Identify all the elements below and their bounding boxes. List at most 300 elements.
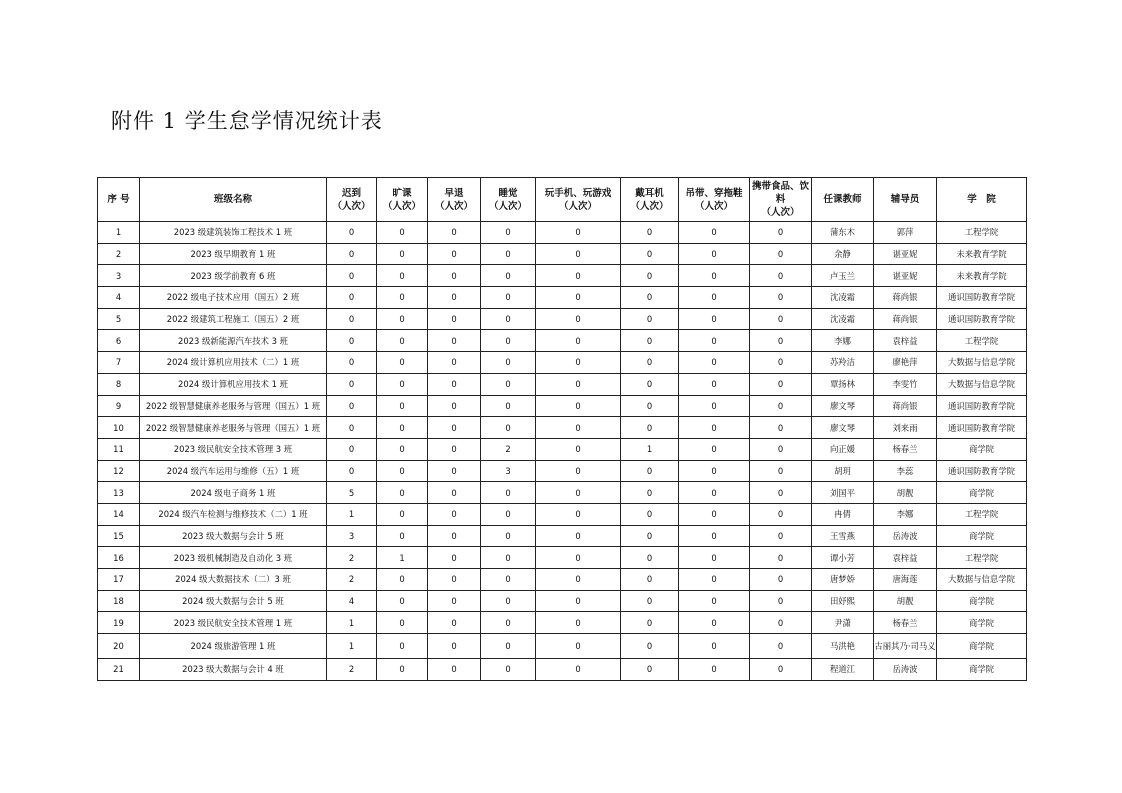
- cell-teacher: 刘国平: [812, 482, 874, 504]
- cell-earphone: 0: [621, 308, 679, 330]
- cell-food: 0: [750, 634, 812, 659]
- cell-phone: 0: [536, 547, 621, 569]
- cell-early: 0: [428, 612, 481, 634]
- cell-teacher: 余静: [812, 243, 874, 265]
- cell-food: 0: [750, 330, 812, 352]
- cell-absent: 0: [377, 503, 428, 525]
- cell-earphone: 1: [621, 438, 679, 460]
- column-header-label: 睡觉: [498, 187, 518, 199]
- cell-sleep: 0: [481, 222, 536, 244]
- cell-seq: 18: [98, 590, 140, 612]
- cell-seq: 16: [98, 547, 140, 569]
- column-header-early: [428, 178, 481, 222]
- cell-food: 0: [750, 590, 812, 612]
- cell-teacher: 沈凌霜: [812, 287, 874, 309]
- cell-college: 通识国防教育学院: [937, 308, 1027, 330]
- cell-college: 商学院: [937, 438, 1027, 460]
- cell-sleep: 0: [481, 482, 536, 504]
- cell-counselor: 胡靓: [874, 482, 937, 504]
- column-header-label: 辅导员: [890, 194, 920, 205]
- cell-teacher: 苏羚洁: [812, 352, 874, 374]
- cell-seq: 15: [98, 525, 140, 547]
- cell-counselor: 刘来雨: [874, 417, 937, 439]
- cell-absent: 1: [377, 547, 428, 569]
- cell-food: 0: [750, 395, 812, 417]
- cell-counselor: 岳涛波: [874, 525, 937, 547]
- cell-late: 1: [327, 503, 377, 525]
- cell-earphone: 0: [621, 330, 679, 352]
- cell-counselor: 郭萍: [874, 222, 937, 244]
- cell-phone: 0: [536, 243, 621, 265]
- cell-sleep: 0: [481, 547, 536, 569]
- cell-absent: 0: [377, 243, 428, 265]
- cell-late: 0: [327, 460, 377, 482]
- cell-seq: 7: [98, 352, 140, 374]
- cell-late: 0: [327, 243, 377, 265]
- cell-slippers: 0: [679, 612, 750, 634]
- cell-class: 2024 级计算机应用技术 1 班: [140, 373, 327, 395]
- column-header-unit: （人次）: [382, 200, 421, 212]
- column-header-absent: [377, 178, 428, 222]
- cell-slippers: 0: [679, 659, 750, 681]
- cell-late: 0: [327, 395, 377, 417]
- cell-teacher: 田妤熙: [812, 590, 874, 612]
- column-header-unit: （人次）: [694, 200, 733, 212]
- cell-phone: 0: [536, 659, 621, 681]
- cell-early: 0: [428, 265, 481, 287]
- cell-sleep: 0: [481, 265, 536, 287]
- cell-slippers: 0: [679, 417, 750, 439]
- cell-seq: 17: [98, 569, 140, 591]
- cell-college: 工程学院: [937, 503, 1027, 525]
- cell-seq: 1: [98, 222, 140, 244]
- cell-earphone: 0: [621, 222, 679, 244]
- cell-college: 商学院: [937, 612, 1027, 634]
- cell-food: 0: [750, 482, 812, 504]
- cell-slippers: 0: [679, 395, 750, 417]
- cell-seq: 9: [98, 395, 140, 417]
- cell-absent: 0: [377, 482, 428, 504]
- cell-counselor: 袁梓益: [874, 330, 937, 352]
- cell-earphone: 0: [621, 243, 679, 265]
- cell-phone: 0: [536, 308, 621, 330]
- cell-college: 商学院: [937, 482, 1027, 504]
- cell-college: 工程学院: [937, 330, 1027, 352]
- cell-phone: 0: [536, 222, 621, 244]
- cell-seq: 4: [98, 287, 140, 309]
- cell-late: 0: [327, 438, 377, 460]
- cell-counselor: 袁梓益: [874, 547, 937, 569]
- cell-earphone: 0: [621, 547, 679, 569]
- cell-class: 2024 级汽车运用与维修（五）1 班: [140, 460, 327, 482]
- cell-class: 2022 级建筑工程施工（国五）2 班: [140, 308, 327, 330]
- cell-earphone: 0: [621, 525, 679, 547]
- cell-absent: 0: [377, 659, 428, 681]
- cell-class: 2024 级汽车检测与维修技术（二）1 班: [140, 503, 327, 525]
- table-header-row: [98, 178, 1027, 222]
- cell-phone: 0: [536, 395, 621, 417]
- cell-teacher: 尹潇: [812, 612, 874, 634]
- cell-absent: 0: [377, 395, 428, 417]
- cell-phone: 0: [536, 525, 621, 547]
- cell-food: 0: [750, 612, 812, 634]
- cell-counselor: 胡靓: [874, 590, 937, 612]
- cell-early: 0: [428, 569, 481, 591]
- column-header-label: 戴耳机: [635, 187, 664, 199]
- cell-late: 4: [327, 590, 377, 612]
- cell-class: 2022 级电子技术应用（国五）2 班: [140, 287, 327, 309]
- cell-seq: 5: [98, 308, 140, 330]
- cell-late: 0: [327, 417, 377, 439]
- cell-absent: 0: [377, 569, 428, 591]
- column-header-unit: （人次）: [630, 200, 669, 212]
- cell-slippers: 0: [679, 634, 750, 659]
- cell-absent: 0: [377, 308, 428, 330]
- table-row: [98, 222, 1027, 244]
- cell-earphone: 0: [621, 373, 679, 395]
- cell-early: 0: [428, 352, 481, 374]
- cell-earphone: 0: [621, 659, 679, 681]
- cell-teacher: 李娜: [812, 330, 874, 352]
- table-body: [98, 222, 1027, 681]
- cell-phone: 0: [536, 417, 621, 439]
- cell-food: 0: [750, 265, 812, 287]
- cell-seq: 21: [98, 659, 140, 681]
- cell-sleep: 0: [481, 525, 536, 547]
- cell-sleep: 0: [481, 503, 536, 525]
- cell-seq: 3: [98, 265, 140, 287]
- cell-teacher: 唐梦娇: [812, 569, 874, 591]
- table-row: [98, 503, 1027, 525]
- cell-seq: 14: [98, 503, 140, 525]
- table-row: [98, 243, 1027, 265]
- cell-college: 大数据与信息学院: [937, 373, 1027, 395]
- cell-absent: 0: [377, 460, 428, 482]
- cell-college: 工程学院: [937, 547, 1027, 569]
- cell-college: 商学院: [937, 659, 1027, 681]
- cell-phone: 0: [536, 482, 621, 504]
- cell-slippers: 0: [679, 569, 750, 591]
- cell-class: 2024 级大数据技术（二）3 班: [140, 569, 327, 591]
- cell-college: 工程学院: [937, 222, 1027, 244]
- cell-early: 0: [428, 287, 481, 309]
- cell-late: 1: [327, 612, 377, 634]
- cell-absent: 0: [377, 417, 428, 439]
- cell-slippers: 0: [679, 525, 750, 547]
- cell-phone: 0: [536, 503, 621, 525]
- cell-earphone: 0: [621, 482, 679, 504]
- cell-early: 0: [428, 395, 481, 417]
- cell-seq: 10: [98, 417, 140, 439]
- cell-sleep: 0: [481, 352, 536, 374]
- table-row: [98, 287, 1027, 309]
- table-row: [98, 417, 1027, 439]
- cell-earphone: 0: [621, 460, 679, 482]
- cell-food: 0: [750, 222, 812, 244]
- cell-earphone: 0: [621, 417, 679, 439]
- cell-absent: 0: [377, 590, 428, 612]
- cell-college: 商学院: [937, 590, 1027, 612]
- table-row: [98, 352, 1027, 374]
- cell-slippers: 0: [679, 352, 750, 374]
- cell-earphone: 0: [621, 634, 679, 659]
- cell-teacher: 谭小芳: [812, 547, 874, 569]
- cell-college: 通识国防教育学院: [937, 460, 1027, 482]
- cell-phone: 0: [536, 287, 621, 309]
- cell-slippers: 0: [679, 287, 750, 309]
- cell-phone: 0: [536, 438, 621, 460]
- cell-teacher: 覃扬林: [812, 373, 874, 395]
- column-header-label: 旷课: [392, 187, 412, 199]
- cell-college: 通识国防教育学院: [937, 417, 1027, 439]
- cell-food: 0: [750, 417, 812, 439]
- cell-college: 大数据与信息学院: [937, 352, 1027, 374]
- cell-slippers: 0: [679, 547, 750, 569]
- cell-phone: 0: [536, 265, 621, 287]
- cell-late: 2: [327, 569, 377, 591]
- cell-sleep: 0: [481, 417, 536, 439]
- page-title: 附件 1 学生怠学情况统计表: [111, 109, 383, 133]
- cell-slippers: 0: [679, 222, 750, 244]
- cell-class: 2022 级智慧健康养老服务与管理（国五）1 班: [140, 417, 327, 439]
- cell-teacher: 冉倩: [812, 503, 874, 525]
- cell-seq: 12: [98, 460, 140, 482]
- cell-late: 0: [327, 352, 377, 374]
- column-header-counselor: [874, 178, 937, 222]
- cell-class: 2023 级新能源汽车技术 3 班: [140, 330, 327, 352]
- column-header-seq: [98, 178, 140, 222]
- cell-counselor: 杨春兰: [874, 612, 937, 634]
- cell-sleep: 0: [481, 590, 536, 612]
- column-header-college: [937, 178, 1027, 222]
- table-row: [98, 330, 1027, 352]
- column-header-unit: （人次）: [332, 200, 371, 212]
- table-row: [98, 590, 1027, 612]
- cell-class: 2024 级电子商务 1 班: [140, 482, 327, 504]
- cell-teacher: 程道江: [812, 659, 874, 681]
- cell-absent: 0: [377, 222, 428, 244]
- cell-class: 2023 级大数据与会计 5 班: [140, 525, 327, 547]
- cell-class: 2023 级大数据与会计 4 班: [140, 659, 327, 681]
- column-header-label: 班级名称: [213, 194, 252, 205]
- cell-late: 0: [327, 265, 377, 287]
- cell-late: 0: [327, 287, 377, 309]
- cell-phone: 0: [536, 634, 621, 659]
- table-row: [98, 612, 1027, 634]
- cell-seq: 2: [98, 243, 140, 265]
- cell-counselor: 李蕊: [874, 460, 937, 482]
- cell-earphone: 0: [621, 352, 679, 374]
- table-row: [98, 525, 1027, 547]
- column-header-late: [327, 178, 377, 222]
- cell-sleep: 3: [481, 460, 536, 482]
- cell-counselor: 岳涛波: [874, 659, 937, 681]
- cell-slippers: 0: [679, 308, 750, 330]
- cell-seq: 8: [98, 373, 140, 395]
- column-header-teacher: [812, 178, 874, 222]
- cell-food: 0: [750, 525, 812, 547]
- cell-seq: 20: [98, 634, 140, 659]
- cell-food: 0: [750, 659, 812, 681]
- statistics-table: [97, 177, 1027, 681]
- cell-sleep: 0: [481, 330, 536, 352]
- cell-counselor: 李雯竹: [874, 373, 937, 395]
- cell-college: 未来教育学院: [937, 243, 1027, 265]
- cell-slippers: 0: [679, 503, 750, 525]
- cell-seq: 11: [98, 438, 140, 460]
- cell-absent: 0: [377, 352, 428, 374]
- cell-early: 0: [428, 460, 481, 482]
- column-header-label: 玩手机、玩游戏: [544, 187, 612, 199]
- cell-food: 0: [750, 373, 812, 395]
- cell-slippers: 0: [679, 265, 750, 287]
- table-row: [98, 460, 1027, 482]
- cell-phone: 0: [536, 460, 621, 482]
- column-header-unit: （人次）: [558, 200, 597, 212]
- cell-phone: 0: [536, 590, 621, 612]
- cell-sleep: 0: [481, 634, 536, 659]
- cell-absent: 0: [377, 287, 428, 309]
- column-header-label: 学 院: [967, 194, 996, 205]
- column-header-earphone: [621, 178, 679, 222]
- cell-late: 0: [327, 330, 377, 352]
- table-row: [98, 659, 1027, 681]
- cell-class: 2023 级机械制造及自动化 3 班: [140, 547, 327, 569]
- column-header-phone: [536, 178, 621, 222]
- cell-late: 1: [327, 634, 377, 659]
- cell-late: 3: [327, 525, 377, 547]
- cell-counselor: 古丽其乃·司马义: [874, 634, 937, 659]
- cell-earphone: 0: [621, 590, 679, 612]
- cell-phone: 0: [536, 569, 621, 591]
- cell-early: 0: [428, 482, 481, 504]
- cell-early: 0: [428, 634, 481, 659]
- cell-food: 0: [750, 569, 812, 591]
- table-row: [98, 482, 1027, 504]
- cell-class: 2024 级大数据与会计 5 班: [140, 590, 327, 612]
- column-header-label: 迟到: [341, 187, 361, 199]
- column-header-label: 携带食品、饮料: [751, 181, 809, 205]
- table-row: [98, 569, 1027, 591]
- cell-food: 0: [750, 243, 812, 265]
- cell-college: 未来教育学院: [937, 265, 1027, 287]
- cell-early: 0: [428, 525, 481, 547]
- cell-teacher: 马洪艳: [812, 634, 874, 659]
- cell-slippers: 0: [679, 243, 750, 265]
- cell-early: 0: [428, 547, 481, 569]
- table-row: [98, 438, 1027, 460]
- cell-early: 0: [428, 438, 481, 460]
- cell-food: 0: [750, 352, 812, 374]
- cell-counselor: 唐海莲: [874, 569, 937, 591]
- cell-slippers: 0: [679, 460, 750, 482]
- cell-teacher: 胡玥: [812, 460, 874, 482]
- cell-late: 0: [327, 373, 377, 395]
- column-header-unit: （人次）: [488, 200, 527, 212]
- cell-phone: 0: [536, 352, 621, 374]
- cell-sleep: 0: [481, 659, 536, 681]
- cell-sleep: 0: [481, 308, 536, 330]
- table-row: [98, 308, 1027, 330]
- cell-early: 0: [428, 590, 481, 612]
- cell-college: 商学院: [937, 525, 1027, 547]
- cell-counselor: 蒋尚银: [874, 287, 937, 309]
- table-row: [98, 634, 1027, 659]
- cell-counselor: 蒋尚银: [874, 308, 937, 330]
- cell-teacher: 廖文琴: [812, 417, 874, 439]
- cell-sleep: 0: [481, 395, 536, 417]
- cell-sleep: 0: [481, 612, 536, 634]
- cell-college: 通识国防教育学院: [937, 395, 1027, 417]
- cell-absent: 0: [377, 438, 428, 460]
- cell-college: 通识国防教育学院: [937, 287, 1027, 309]
- cell-teacher: 沈凌霜: [812, 308, 874, 330]
- cell-late: 0: [327, 308, 377, 330]
- cell-slippers: 0: [679, 482, 750, 504]
- table-row: [98, 265, 1027, 287]
- cell-phone: 0: [536, 330, 621, 352]
- cell-earphone: 0: [621, 287, 679, 309]
- cell-counselor: 廖艳萍: [874, 352, 937, 374]
- cell-counselor: 李娜: [874, 503, 937, 525]
- cell-early: 0: [428, 373, 481, 395]
- cell-absent: 0: [377, 373, 428, 395]
- cell-class: 2023 级民航安全技术管理 3 班: [140, 438, 327, 460]
- cell-early: 0: [428, 330, 481, 352]
- cell-seq: 19: [98, 612, 140, 634]
- cell-early: 0: [428, 503, 481, 525]
- cell-teacher: 廖文琴: [812, 395, 874, 417]
- cell-seq: 6: [98, 330, 140, 352]
- cell-college: 大数据与信息学院: [937, 569, 1027, 591]
- cell-early: 0: [428, 659, 481, 681]
- cell-counselor: 谌亚妮: [874, 265, 937, 287]
- cell-sleep: 0: [481, 373, 536, 395]
- cell-class: 2022 级智慧健康养老服务与管理（国五）1 班: [140, 395, 327, 417]
- cell-food: 0: [750, 287, 812, 309]
- cell-earphone: 0: [621, 395, 679, 417]
- cell-seq: 13: [98, 482, 140, 504]
- cell-absent: 0: [377, 265, 428, 287]
- cell-food: 0: [750, 438, 812, 460]
- cell-absent: 0: [377, 525, 428, 547]
- cell-slippers: 0: [679, 590, 750, 612]
- table-row: [98, 373, 1027, 395]
- cell-counselor: 谌亚妮: [874, 243, 937, 265]
- cell-phone: 0: [536, 612, 621, 634]
- cell-sleep: 0: [481, 287, 536, 309]
- cell-late: 2: [327, 547, 377, 569]
- cell-teacher: 卢玉兰: [812, 265, 874, 287]
- cell-earphone: 0: [621, 612, 679, 634]
- cell-earphone: 0: [621, 569, 679, 591]
- cell-absent: 0: [377, 330, 428, 352]
- cell-late: 5: [327, 482, 377, 504]
- cell-early: 0: [428, 243, 481, 265]
- cell-college: 商学院: [937, 634, 1027, 659]
- cell-food: 0: [750, 460, 812, 482]
- column-header-food: [750, 178, 812, 222]
- column-header-label: 早退: [444, 187, 464, 199]
- cell-counselor: 蒋尚银: [874, 395, 937, 417]
- cell-class: 2024 级计算机应用技术（二）1 班: [140, 352, 327, 374]
- cell-absent: 0: [377, 612, 428, 634]
- column-header-label: 序 号: [107, 194, 130, 205]
- cell-late: 2: [327, 659, 377, 681]
- cell-sleep: 0: [481, 569, 536, 591]
- cell-food: 0: [750, 503, 812, 525]
- cell-class: 2023 级早期教育 1 班: [140, 243, 327, 265]
